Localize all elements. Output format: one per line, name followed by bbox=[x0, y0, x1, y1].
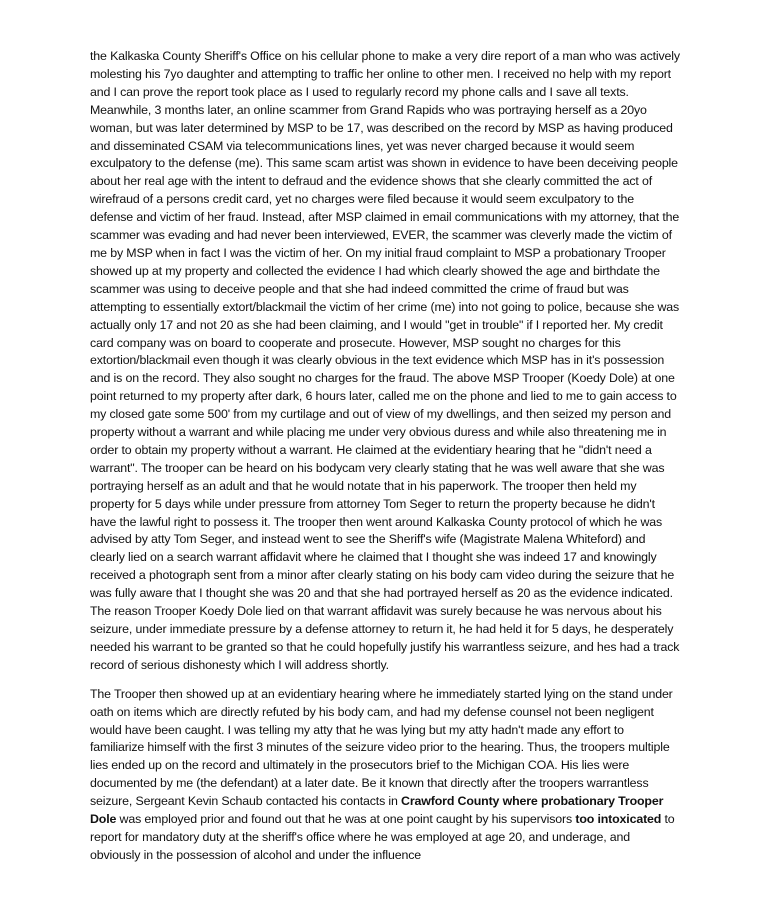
paragraph-2 bbox=[90, 686, 680, 865]
paragraph-2-text-run-1: The Trooper then showed up at an evidentiary hearing where he immediately started lying on the stand under oath on items which are directly refuted by his body cam, and had my defense counsel not been negligent would have been caught. I was telling my atty that he was lying but my atty hadn't made any effort to familiarize himself with the first 3 minutes of the seizure video prior to the hearing. Thus, the troopers multiple lies ended up on the record and ultimately in the prosecutors brief to the Michigan COA. His lies were documented by me (the defendant) at a later date. Be it known that directly after the troopers warrantless seizure, Sergeant Kevin Schaub contacted his contacts in bbox=[90, 686, 673, 809]
paragraph-1 bbox=[90, 48, 680, 675]
paragraph-1-text: the Kalkaska County Sheriff's Office on his cellular phone to make a very dire report of a man who was actively molesting his 7yo daughter and attempting to traffic her online to other men. I received no help with my report and I can prove the report took place as I used to regularly record my phone calls and I save all texts. Meanwhile, 3 months later, an online scammer from Grand Rapids who was portraying herself as a 20yo woman, but was later determined by MSP to be 17, was described on the record by MSP as having produced and disseminated CSAM via telecommunications lines, yet was never charged because it would seem exculpatory to the defense (me). This same scam artist was shown in evidence to have been deceiving people about her real age with the intent to defraud and the evidence shows that she clearly committed the act of wirefraud of a persons credit card, yet no charges were filed because it would seem exculpatory to the defense and victim of her fraud. Instead, after MSP claimed in email communications with my attorney, that the scammer was evading and had never been interviewed, EVER, the scammer was cleverly made the victim of me by MSP when in fact I was the victim of her. On my initial fraud complaint to MSP a probationary Trooper showed up at my property and collected the evidence I had which clearly showed the age and birthdate the scammer was using to deceive people and that she had indeed committed the crime of fraud but was attempting to essentially extort/blackmail the victim of her crime (me) into not going to police, because she was actually only 17 and not 20 as she had been claiming, and I would "get in trouble" if I reported her. My credit card company was on board to cooperate and prosecute. However, MSP sought no charges for this extortion/blackmail even though it was clearly obvious in the text evidence which MSP has in it's possession and is on the record. They also sought no charges for the fraud. The above MSP Trooper (Koedy Dole) at one point returned to my property after dark, 6 hours later, called me on the phone and lied to me to gain access to my closed gate some 500' from my curtilage and out of view of my dwellings, and then seized my person and property without a warrant and while placing me under very obvious duress and while also threatening me in order to obtain my property without a warrant. He claimed at the evidentiary hearing that he "didn't need a warrant". The trooper can be heard on his bodycam very clearly stating that he was well aware that she was portraying herself as an adult and that he would notate that in his paperwork. The trooper then held my property for 5 days while under pressure from attorney Tom Seger to return the property because he didn't have the lawful right to possess it. The trooper then went around Kalkaska County protocol of which he was advised by atty Tom Seger, and instead went to see the Sheriff's wife (Magistrate Malena Whiteford) and clearly lied on a search warrant affidavit where he claimed that I thought she was indeed 17 and knowingly received a photograph sent from a minor after clearly stating on his body cam video during the seizure that he was fully aware that I thought she was 20 and that she had portrayed herself as 20 as the evidence indicated. The reason Trooper Koedy Dole lied on that warrant affidavit was surely because he was nervous about his seizure, under immediate pressure by a defense attorney to return it, he had held it for 5 days, he desperately needed his warrant to be granted so that he could hopefully justify his warrantless seizure, and hes had a track record of serious dishonesty which I will address shortly. bbox=[90, 49, 680, 672]
paragraph-2-bold-run-intoxicated: too intoxicated bbox=[575, 812, 662, 827]
paragraph-2-text-run-3: to report for mandatory duty at the sheriff's office where he was employed at age 20, and underage, and obviously in the possession of alcohol and under the influence bbox=[90, 812, 675, 862]
paragraph-2-text-run-2: was employed prior and found out that he was at one point caught by his supervisors bbox=[116, 812, 576, 827]
paragraph-2-bold-run-crawford: Crawford County where probationary Trooper Dole bbox=[90, 794, 664, 827]
document-page bbox=[90, 48, 680, 876]
